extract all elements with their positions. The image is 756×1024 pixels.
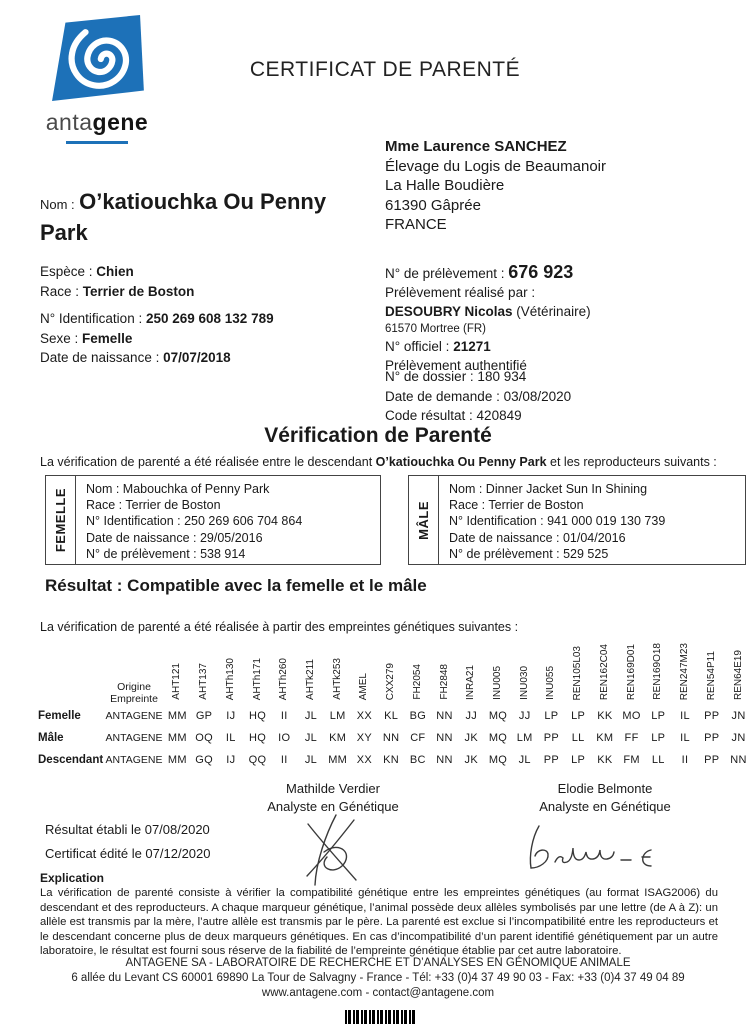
allele-cell: PP [704, 732, 720, 744]
birthdate-label: Date de naissance : [40, 350, 160, 365]
marker-header: INU030 [518, 666, 530, 700]
marker-header: REN162C04 [598, 643, 610, 700]
genotype-tbody [38, 705, 752, 771]
subject-name-value: O’katiouchka Ou Penny Park [40, 189, 327, 245]
allele-cell: IL [225, 732, 236, 744]
marker-header: REN169O18 [652, 643, 664, 700]
allele-cell: JN [731, 732, 746, 744]
certificate-date: Certificat édité le 07/12/2020 [45, 846, 211, 861]
allele-cell: BG [409, 710, 427, 722]
veterinarian-line [385, 302, 591, 321]
genotype-origin-cell: ANTAGENE [105, 732, 163, 744]
origin-header-line1: Origine [117, 681, 151, 693]
result-date: Résultat établi le 07/08/2020 [45, 822, 210, 837]
allele-cell: LP [651, 732, 666, 744]
analyst-role: Analyste en Génétique [539, 799, 671, 814]
allele-cell: LP [571, 710, 586, 722]
allele-cell: II [280, 710, 288, 722]
allele-cell: II [681, 754, 689, 766]
female-identification: N° Identification : 250 269 606 704 864 [86, 514, 303, 529]
allele-cell: LL [571, 732, 585, 744]
male-breed: Race : Terrier de Boston [449, 498, 584, 513]
sample-authenticated: Prélèvement authentifié [385, 358, 527, 373]
genotype-table-wrap [38, 641, 752, 771]
marker-header: CXX279 [385, 662, 397, 700]
recipient-line: 61390 Gâprée [385, 196, 481, 214]
genotype-row-label: Mâle [38, 732, 64, 744]
genotype-row [38, 727, 752, 749]
allele-cell: JL [518, 754, 531, 766]
allele-cell: JJ [465, 710, 478, 722]
signature-belmonte-icon [525, 822, 685, 874]
allele-cell: JK [464, 732, 478, 744]
male-label: MÂLE [416, 500, 431, 540]
female-name: Nom : Mabouchka of Penny Park [86, 482, 270, 496]
subject-sex [40, 329, 274, 349]
marker-header: INU055 [545, 666, 557, 700]
female-box-body [76, 476, 312, 564]
genotype-origin-cell: ANTAGENE [105, 710, 163, 722]
allele-cell: GQ [195, 754, 213, 766]
sex-label: Sexe : [40, 330, 79, 346]
genotype-row-label: Descendant [38, 754, 104, 766]
antagene-logo [38, 14, 156, 144]
allele-cell: PP [704, 710, 720, 722]
marker-header: REN247M23 [679, 642, 691, 700]
allele-cell: LP [544, 710, 559, 722]
marker-header: AHTh171 [251, 657, 263, 700]
intro-prefix: La vérification de parenté a été réalisée entre le descendant [40, 455, 376, 469]
table-intro: La vérification de parenté a été réalisée à partir des empreintes génétiques suivantes : [40, 620, 519, 634]
veterinarian-name: DESOUBRY Nicolas [385, 304, 513, 319]
genotype-table [38, 641, 752, 771]
result-statement: Résultat : Compatible avec la femelle et le mâle [45, 576, 427, 595]
allele-cell: IL [680, 710, 690, 722]
genotype-row [38, 749, 752, 771]
explanation-text: La vérification de parenté consiste à vérifier la compatibilité génétique entre les empreintes génétiques (au format ISAG2006) du descendant et des reproducteurs. A chaque marqueur génétique, l’animal possède deux allèles symbolisés par une lettre (de A à Z): un allèle est transmis par la mère, l’autre allèle est transmis par le père. La parenté est exclue si l’incompatibilité entre les reproducteurs et le descendant concerne plus de deux marqueurs génétiques. En cas d’incompatibilité d’un parent identifié génétiquement par un autre laboratoire, le résultat est fourni sous réserve de la fiabilité de l’empreinte génétique établie par cet autre laboratoire. [40, 887, 718, 958]
allele-cell: MM [167, 710, 187, 722]
allele-cell: JN [731, 710, 746, 722]
allele-cell: JL [304, 710, 318, 722]
male-box-side [409, 476, 439, 564]
verification-heading: Vérification de Parenté [264, 424, 492, 447]
marker-header: INU005 [491, 666, 503, 700]
veterinarian-title: (Vétérinaire) [512, 304, 591, 319]
sample-block [385, 263, 591, 375]
male-parent-box [408, 475, 746, 565]
allele-cell: KM [596, 732, 614, 744]
species-value: Chien [96, 264, 134, 279]
sample-collected-by-label: Prélèvement réalisé par : [385, 285, 536, 300]
male-box-body [439, 476, 675, 564]
breed-label: Race : [40, 283, 80, 299]
allele-cell: XY [356, 732, 373, 744]
female-label: FEMELLE [53, 487, 68, 553]
allele-cell: NN [436, 754, 453, 766]
allele-cell: KL [384, 710, 399, 722]
subject-ident-block [40, 309, 274, 368]
footer-address: 6 allée du Levant CS 60001 69890 La Tour de Salvagny - France - Tél: +33 (0)4 37 49 90 03 - Fax: +33 (0)4 37 49 04 89 [71, 972, 685, 984]
origin-header-line2: Empreinte [110, 693, 158, 705]
allele-cell: LP [571, 754, 586, 766]
female-box-side [46, 476, 76, 564]
subject-species-block [40, 262, 194, 301]
verification-intro [40, 455, 730, 469]
allele-cell: MQ [488, 754, 508, 766]
male-birthdate: Date de naissance : 01/04/2016 [449, 530, 626, 545]
recipient-address [385, 137, 606, 235]
result-code: Code résultat : 420849 [385, 408, 522, 423]
allele-cell: MM [328, 754, 348, 766]
origin-header [104, 641, 164, 705]
recipient-line: FRANCE [385, 216, 447, 233]
logo-wordmark [38, 109, 156, 136]
allele-cell: PP [704, 754, 720, 766]
allele-cell: MQ [488, 732, 508, 744]
allele-cell: MM [167, 732, 187, 744]
subject-birthdate [40, 348, 274, 368]
official-number-line [385, 337, 591, 356]
allele-cell: IJ [226, 754, 236, 766]
signature-block-1 [228, 780, 438, 816]
allele-cell: QQ [248, 754, 267, 766]
corner-cell [38, 641, 104, 705]
identification-label: N° Identification : [40, 311, 143, 326]
veterinarian-address: 61570 Mortree (FR) [385, 323, 486, 335]
dates-block [45, 822, 211, 861]
male-name: Nom : Dinner Jacket Sun In Shining [449, 482, 648, 496]
analyst-name: Elodie Belmonte [557, 781, 653, 796]
allele-cell: JK [464, 754, 478, 766]
allele-cell: LL [651, 754, 665, 766]
marker-header: REN105L03 [572, 645, 584, 700]
allele-cell: II [280, 754, 288, 766]
allele-cell: MO [622, 710, 641, 722]
male-sample-number: N° de prélèvement : 529 525 [449, 546, 609, 561]
female-breed: Race : Terrier de Boston [86, 498, 221, 513]
logo-text-anta: anta [45, 109, 93, 135]
allele-cell: JJ [518, 710, 531, 722]
allele-cell: CF [410, 732, 426, 744]
document-title: CERTIFICAT DE PARENTÉ [249, 58, 521, 81]
marker-header: REN54P11 [705, 650, 717, 700]
subject-identification [40, 309, 274, 329]
marker-header-row [38, 641, 752, 705]
sex-value: Femelle [82, 330, 133, 346]
signature-block-2 [500, 780, 710, 816]
subject-name-block [40, 188, 350, 250]
footer-company: ANTAGENE SA - LABORATOIRE DE RECHERCHE ET D’ANALYSES EN GÉNOMIQUE ANIMALE [125, 957, 631, 969]
marker-header: REN64E19 [732, 649, 744, 700]
marker-header: FH2848 [438, 664, 450, 700]
subject-name-label: Nom : [40, 197, 75, 212]
species-label: Espèce : [40, 264, 93, 279]
marker-header: AHTk253 [331, 658, 343, 700]
allele-cell: NN [382, 732, 400, 744]
allele-cell: LM [516, 732, 533, 744]
allele-cell: KK [597, 710, 613, 722]
marker-header: REN169D01 [625, 643, 637, 700]
allele-cell: OQ [195, 732, 213, 744]
allele-cell: HQ [248, 732, 267, 744]
breed-value: Terrier de Boston [82, 283, 195, 299]
subject-species [40, 262, 194, 282]
logo-underline [66, 141, 128, 144]
marker-header: INRA21 [465, 664, 477, 700]
dossier-number: N° de dossier : 180 934 [385, 369, 527, 384]
explanation-section [40, 871, 718, 959]
allele-cell: PP [543, 732, 560, 744]
allele-cell: KK [597, 754, 613, 766]
allele-cell: PP [543, 754, 560, 766]
allele-cell: KM [329, 732, 347, 744]
footer [0, 956, 756, 1001]
marker-header: AHT137 [198, 663, 210, 700]
sample-number-label: N° de prélèvement : [385, 266, 509, 281]
allele-cell: FF [624, 732, 639, 744]
official-number-value: 21271 [453, 339, 491, 354]
female-parent-box [45, 475, 381, 565]
allele-cell: IL [680, 732, 690, 744]
dossier-block [385, 367, 571, 426]
allele-cell: NN [436, 732, 453, 744]
allele-cell: HQ [248, 710, 267, 722]
subject-breed [40, 282, 194, 302]
marker-header: AHTh260 [278, 657, 290, 700]
birthdate-value: 07/07/2018 [163, 350, 231, 365]
allele-cell: XX [356, 710, 373, 722]
request-date: Date de demande : 03/08/2020 [385, 388, 572, 404]
allele-cell: MM [167, 754, 187, 766]
allele-cell: LP [651, 710, 666, 722]
intro-suffix: et les reproducteurs suivants : [546, 455, 717, 469]
official-number-label: N° officiel : [385, 339, 454, 354]
genotype-row-label: Femelle [38, 710, 81, 722]
footer-contact: www.antagene.com - contact@antagene.com [261, 987, 495, 999]
allele-cell: JL [304, 732, 318, 744]
recipient-line: Élevage du Logis de Beaumanoir [385, 157, 606, 175]
recipient-line: La Halle Boudière [385, 177, 505, 194]
allele-cell: NN [436, 710, 453, 722]
allele-cell: XX [356, 754, 373, 766]
marker-header: AHT121 [171, 663, 183, 700]
female-birthdate: Date de naissance : 29/05/2016 [86, 530, 263, 545]
sample-number-value: 676 923 [508, 262, 574, 282]
analyst-role: Analyste en Génétique [267, 799, 399, 814]
allele-cell: JL [304, 754, 318, 766]
marker-header: AMEL [358, 672, 370, 700]
allele-cell: GP [195, 710, 213, 722]
marker-header: FH2054 [411, 664, 423, 700]
recipient-name: Mme Laurence SANCHEZ [385, 138, 567, 155]
intro-descendant-name: O’katiouchka Ou Penny Park [375, 455, 547, 469]
barcode [345, 1010, 415, 1024]
allele-cell: KN [383, 754, 400, 766]
marker-header: AHTk211 [304, 659, 316, 700]
analyst-name: Mathilde Verdier [286, 781, 380, 796]
allele-cell: IO [278, 732, 291, 744]
allele-cell: FM [623, 754, 640, 766]
female-sample-number: N° de prélèvement : 538 914 [86, 546, 246, 561]
allele-cell: NN [730, 754, 747, 766]
antagene-swirl-icon [49, 14, 145, 102]
marker-header: AHTh130 [224, 657, 236, 700]
allele-cell: IJ [226, 710, 236, 722]
explanation-heading: Explication [40, 871, 105, 885]
allele-cell: LM [329, 710, 346, 722]
sample-number-line [385, 263, 591, 283]
allele-cell: BC [409, 754, 426, 766]
male-identification: N° Identification : 941 000 019 130 739 [449, 514, 666, 529]
genotype-row [38, 705, 752, 727]
allele-cell: MQ [488, 710, 508, 722]
genotype-origin-cell: ANTAGENE [105, 754, 163, 766]
identification-value: 250 269 608 132 789 [145, 311, 274, 326]
logo-text-gene: gene [92, 109, 149, 135]
